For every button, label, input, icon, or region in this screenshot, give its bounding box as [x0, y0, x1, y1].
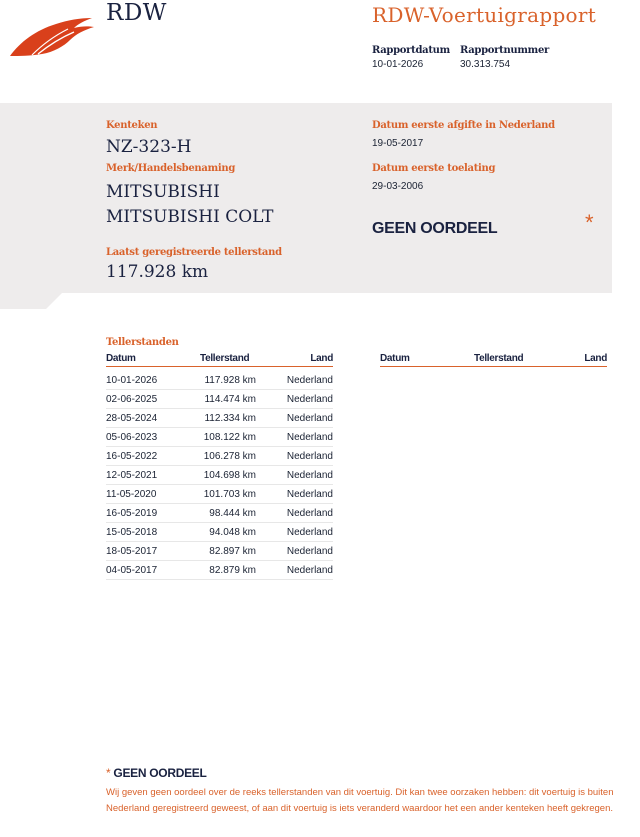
- first-admission-label: Datum eerste toelating: [372, 163, 496, 174]
- reading-km: 114.474 km: [204, 394, 256, 405]
- reading-date: 05-06-2023: [106, 432, 158, 443]
- footnote-text: Wij geven geen oordeel over de reeks tellerstanden van dit voertuig. Dit kan twee oorzaken hebben: dit voertuig is buiten Nederland geregistreerd geweest, of aan dit voertuig is iets veranderd waardoor het een ander kenteken heeft gekregen.: [106, 787, 614, 814]
- footnote-asterisk: *: [106, 766, 111, 780]
- table-row: [106, 390, 333, 409]
- reading-km: 82.879 km: [209, 565, 256, 576]
- table-row: [106, 447, 333, 466]
- report-date-block: [372, 45, 450, 70]
- col-date-header: Datum: [106, 353, 136, 364]
- reading-country: Nederland: [286, 546, 333, 557]
- report-number-label: Rapportnummer: [460, 45, 549, 56]
- first-admission-value: 29-03-2006: [372, 181, 424, 192]
- first-nl-label: Datum eerste afgifte in Nederland: [372, 120, 555, 131]
- readings-table-body: [106, 371, 333, 580]
- footnote-title-text: GEEN OORDEEL: [113, 766, 207, 780]
- report-date-label: Rapportdatum: [372, 45, 450, 56]
- readings-header-right: [380, 353, 607, 367]
- reading-km: 104.698 km: [203, 470, 256, 481]
- reading-date: 28-05-2024: [106, 413, 158, 424]
- table-row: [106, 504, 333, 523]
- reading-country: Nederland: [286, 413, 333, 424]
- footnote-title: [106, 766, 207, 780]
- reading-country: Nederland: [286, 432, 333, 443]
- reading-km: 117.928 km: [204, 375, 256, 386]
- table-row: [106, 485, 333, 504]
- reading-date: 15-05-2018: [106, 527, 158, 538]
- report-number-value: 30.313.754: [460, 59, 511, 70]
- readings-title: Tellerstanden: [106, 337, 179, 348]
- reading-country: Nederland: [286, 565, 333, 576]
- col-km-header: Tellerstand: [200, 353, 250, 364]
- table-row: [106, 561, 333, 580]
- col-km-header: Tellerstand: [474, 353, 524, 364]
- reading-country: Nederland: [286, 489, 333, 500]
- reading-date: 02-06-2025: [106, 394, 158, 405]
- report-title: RDW-Voertuigrapport: [372, 3, 597, 27]
- reading-km: 94.048 km: [209, 527, 256, 538]
- col-country-header: Land: [310, 353, 333, 364]
- col-date-header: Datum: [380, 353, 410, 364]
- reading-country: Nederland: [286, 394, 333, 405]
- reading-date: 10-01-2026: [106, 375, 158, 386]
- table-row: [106, 371, 333, 390]
- reading-km: 101.703 km: [203, 489, 256, 500]
- reading-date: 16-05-2019: [106, 508, 158, 519]
- rdw-flame-logo-icon: [8, 12, 94, 58]
- verdict-text: GEEN OORDEEL: [372, 220, 498, 237]
- reading-country: Nederland: [286, 527, 333, 538]
- reading-km: 106.278 km: [203, 451, 256, 462]
- odometer-value: 117.928 km: [106, 262, 209, 282]
- band-background: [0, 103, 612, 309]
- make-value: MITSUBISHI: [106, 182, 220, 202]
- reading-km: 98.444 km: [209, 508, 256, 519]
- reading-country: Nederland: [286, 375, 333, 386]
- model-value: MITSUBISHI COLT: [106, 207, 274, 227]
- first-nl-value: 19-05-2017: [372, 138, 424, 149]
- reading-date: 18-05-2017: [106, 546, 158, 557]
- make-label: Merk/Handelsbenaming: [106, 163, 236, 174]
- plate-value: NZ-323-H: [106, 137, 192, 157]
- reading-km: 112.334 km: [204, 413, 256, 424]
- table-row: [106, 542, 333, 561]
- table-row: [106, 409, 333, 428]
- col-country-header: Land: [584, 353, 607, 364]
- table-row: [106, 523, 333, 542]
- report-date-value: 10-01-2026: [372, 59, 424, 70]
- brand-name: RDW: [106, 0, 167, 26]
- reading-date: 16-05-2022: [106, 451, 158, 462]
- reading-date: 11-05-2020: [106, 489, 157, 500]
- odometer-label: Laatst geregistreerde tellerstand: [106, 247, 282, 258]
- reading-country: Nederland: [286, 508, 333, 519]
- reading-date: 04-05-2017: [106, 565, 158, 576]
- reading-country: Nederland: [286, 470, 333, 481]
- plate-label: Kenteken: [106, 120, 158, 131]
- readings-header-left: [106, 353, 333, 367]
- table-row: [106, 428, 333, 447]
- reading-km: 82.897 km: [209, 546, 256, 557]
- table-row: [106, 466, 333, 485]
- verdict-asterisk: *: [585, 210, 594, 235]
- report-number-block: [460, 45, 549, 70]
- reading-country: Nederland: [286, 451, 333, 462]
- reading-date: 12-05-2021: [106, 470, 158, 481]
- reading-km: 108.122 km: [203, 432, 256, 443]
- vehicle-summary-band: [0, 103, 612, 309]
